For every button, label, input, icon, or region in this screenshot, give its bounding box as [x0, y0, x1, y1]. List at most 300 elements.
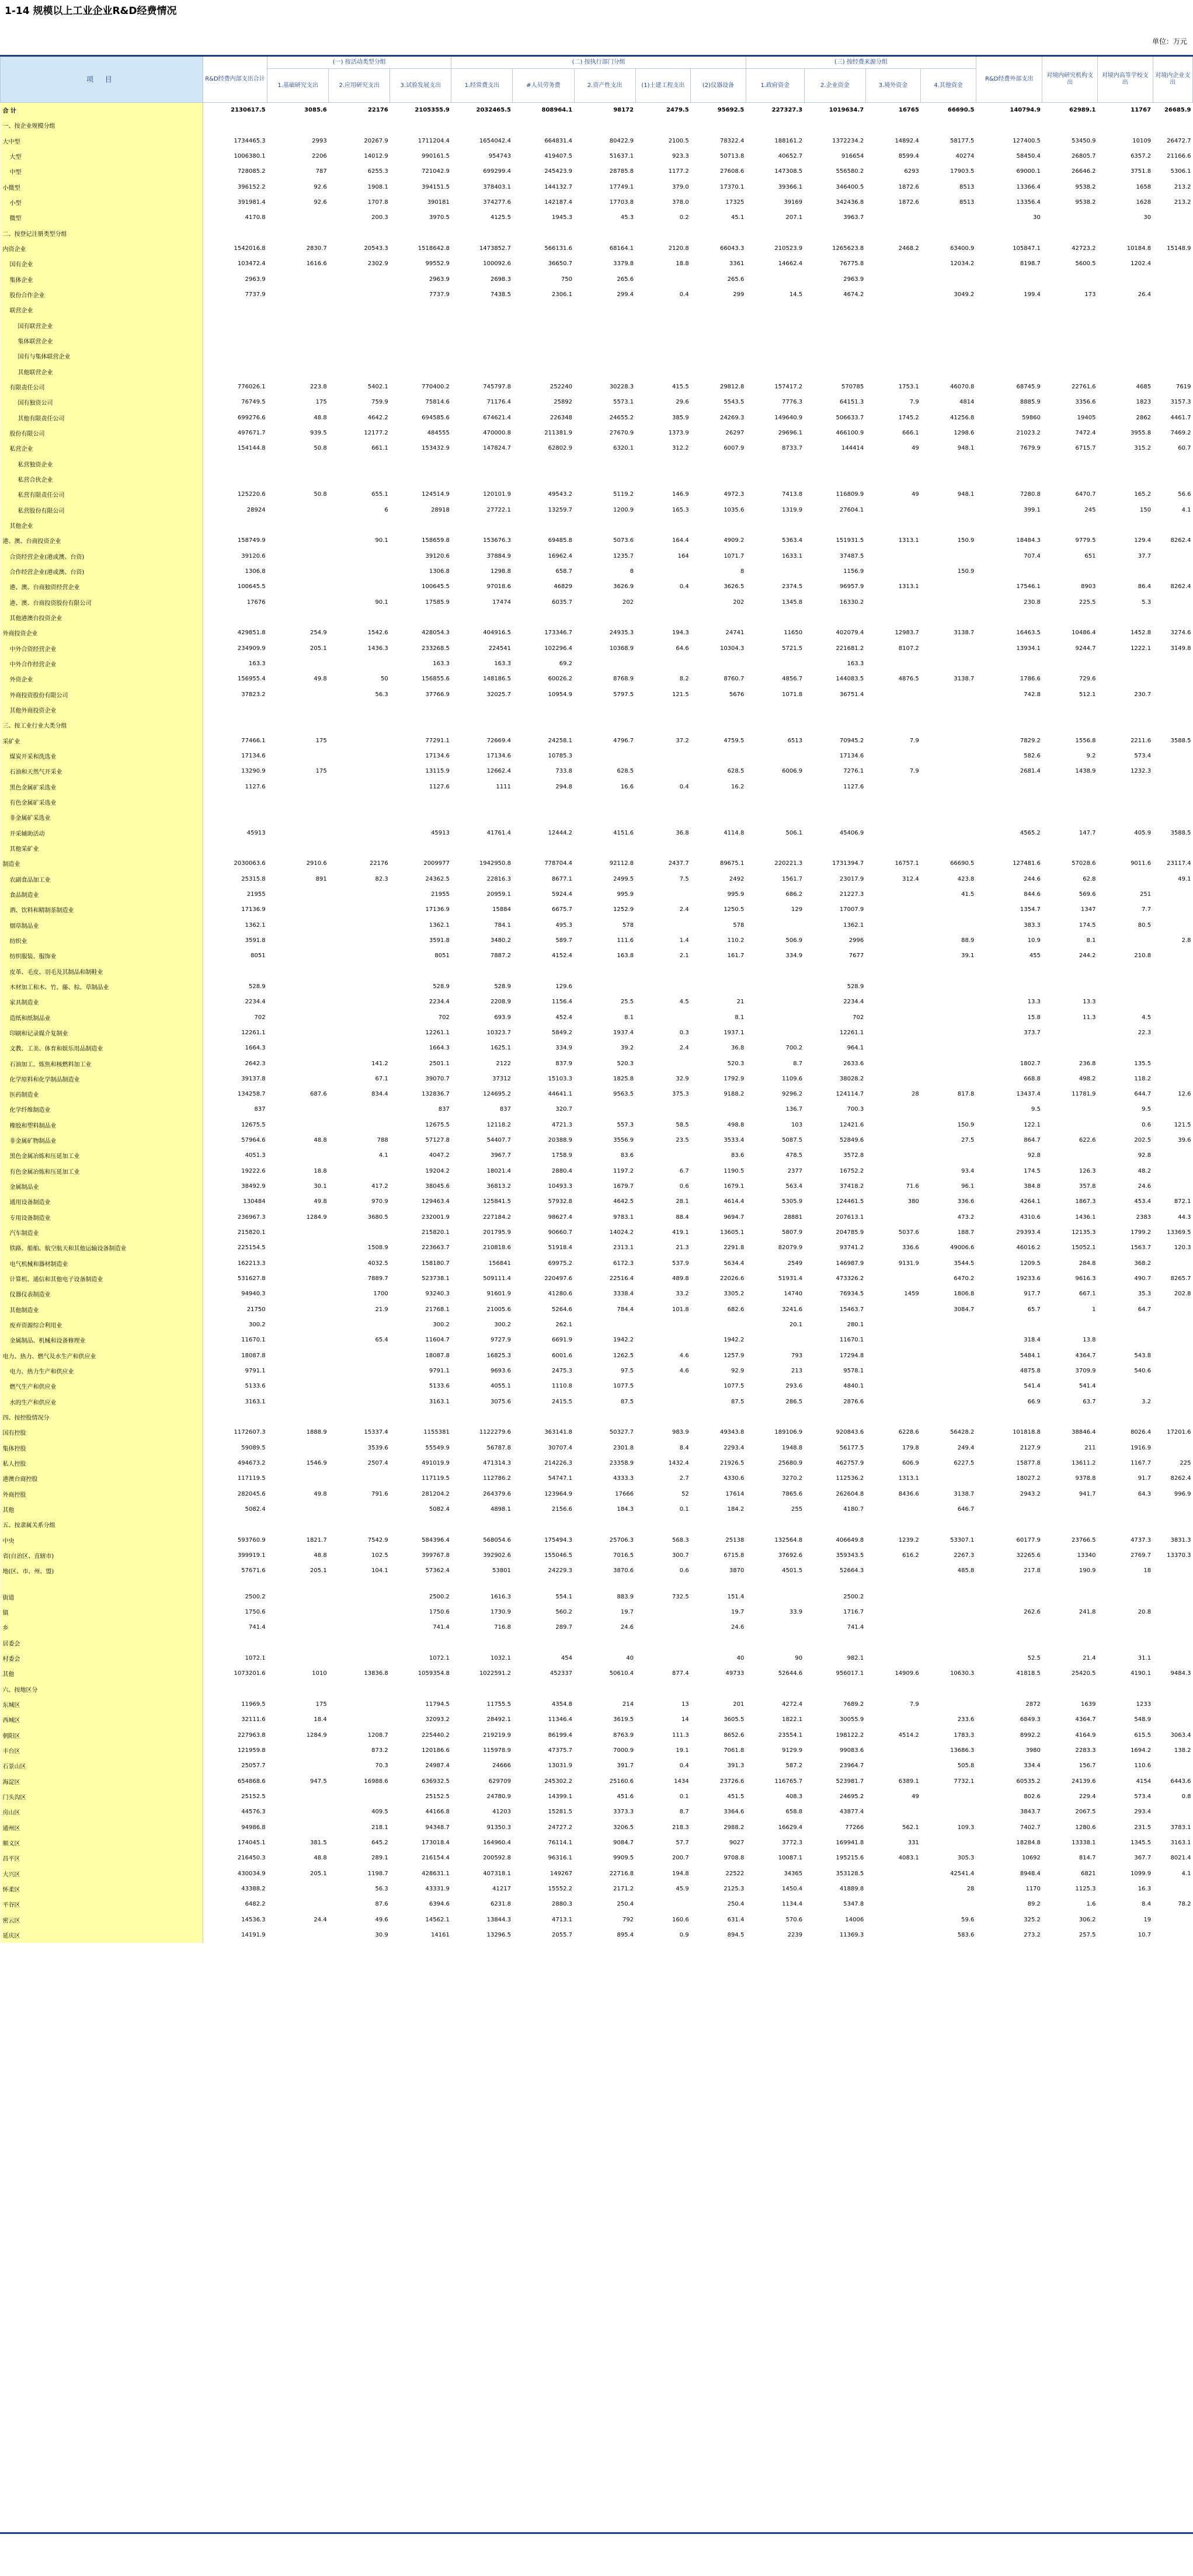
table-cell [865, 1743, 921, 1758]
table-cell: 1783.3 [954, 1732, 975, 1739]
table-cell: 2171.2 [613, 1885, 634, 1892]
table-cell: 391.3 [727, 1762, 745, 1770]
table-cell: 702 [254, 1014, 266, 1021]
table-cell [267, 702, 329, 717]
table-cell [865, 794, 921, 809]
table-cell [1153, 1579, 1192, 1589]
table-cell: 155046.5 [544, 1552, 573, 1559]
table-cell: 48.8 [314, 414, 327, 421]
table-cell: 2500.2 [245, 1593, 266, 1600]
table-cell: 88.9 [961, 937, 975, 944]
table-cell [691, 964, 746, 979]
table-cell: 4152.4 [552, 952, 573, 960]
table-cell [865, 1501, 921, 1517]
table-cell: 8.7 [679, 1809, 689, 1816]
table-cell: 32111.6 [241, 1716, 266, 1723]
table-cell: 28924 [246, 506, 266, 513]
table-cell: 110.2 [727, 937, 745, 944]
table-cell: 60.7 [1178, 445, 1191, 452]
table-cell: 990161.5 [422, 153, 450, 160]
table-cell: 244.2 [1079, 952, 1096, 960]
table-cell [1042, 718, 1098, 733]
table-cell: 10184.8 [1126, 245, 1152, 252]
table-row [1, 287, 1193, 302]
table-cell: 125220.6 [237, 491, 266, 498]
table-cell: 7619 [1176, 384, 1191, 391]
table-row [1, 964, 1193, 979]
table-cell: 76749.5 [241, 399, 266, 406]
table-cell: 655.1 [371, 491, 388, 498]
table-cell: 1345.5 [1131, 1839, 1152, 1846]
table-cell: 102.5 [371, 1552, 388, 1559]
table-row [1, 825, 1193, 840]
table-cell [1097, 1379, 1153, 1394]
table-cell [691, 333, 746, 348]
table-cell: 66690.5 [950, 860, 975, 867]
table-cell: 39137.8 [241, 1075, 266, 1082]
table-cell [976, 840, 1042, 856]
table-cell: 69485.8 [548, 537, 573, 544]
table-cell [865, 1927, 921, 1942]
table-cell [865, 1620, 921, 1635]
row-label: 国有独资公司 [1, 395, 203, 410]
table-cell: 1077.5 [724, 1383, 745, 1390]
table-cell: 367.7 [1134, 1855, 1152, 1862]
table-cell [203, 225, 267, 241]
table-cell [1097, 1333, 1153, 1348]
table-cell [691, 349, 746, 364]
table-cell: 6.7 [679, 1167, 689, 1174]
table-cell: 39.2 [620, 1045, 634, 1052]
table-cell [451, 118, 513, 133]
table-cell: 1072.1 [429, 1654, 450, 1661]
table-cell: 5797.5 [613, 691, 634, 698]
table-cell [921, 656, 976, 671]
table-cell: 3680.5 [367, 1214, 388, 1221]
table-cell: 26472.7 [1167, 137, 1191, 144]
table-cell: 64.7 [1138, 1306, 1152, 1313]
table-cell: 216154.4 [422, 1855, 450, 1862]
table-cell [513, 702, 574, 717]
table-cell: 399767.8 [422, 1552, 450, 1559]
table-cell [267, 718, 329, 733]
table-cell [1097, 672, 1153, 687]
table-cell: 8262.4 [1170, 1475, 1191, 1482]
table-cell: 50713.8 [719, 153, 745, 160]
table-cell [1042, 1501, 1098, 1517]
table-cell [921, 1635, 976, 1650]
table-cell [1153, 1563, 1192, 1579]
table-cell: 3955.8 [1131, 430, 1152, 437]
table-cell [1042, 1635, 1098, 1650]
row-label: 其他 [1, 1501, 203, 1517]
table-cell: 17136.9 [241, 906, 266, 913]
table-cell: 9188.2 [724, 1091, 745, 1098]
table-cell: 1730.9 [490, 1608, 511, 1615]
table-cell: 112536.2 [836, 1475, 864, 1482]
row-label: 木材加工和木、竹、藤、棕、草制品业 [1, 979, 203, 994]
table-row [1, 1620, 1193, 1635]
table-cell [691, 517, 746, 533]
header-ext-research: 对境内研究机构支出 [1042, 56, 1098, 103]
table-cell: 129.4 [1134, 537, 1152, 544]
table-cell: 175 [315, 737, 327, 744]
table-cell [1153, 318, 1192, 333]
row-label: 其他 [1, 1666, 203, 1681]
table-cell: 1658 [1136, 183, 1152, 190]
table-cell: 120186.6 [422, 1747, 450, 1754]
table-cell: 0.4 [679, 583, 689, 590]
table-cell: 174.5 [1079, 922, 1096, 929]
table-cell [267, 1102, 329, 1117]
table-cell [691, 840, 746, 856]
table-cell [635, 1317, 691, 1332]
table-cell: 5073.6 [613, 537, 634, 544]
table-cell [267, 225, 329, 241]
table-cell: 484555 [427, 430, 450, 437]
table-cell: 57362.4 [425, 1567, 450, 1574]
table-cell: 667.1 [1079, 1291, 1096, 1298]
table-cell [1153, 1348, 1192, 1363]
table-cell: 37487.5 [839, 552, 864, 559]
table-cell [804, 225, 865, 241]
page-title: 1-14 规模以上工业企业R&D经费情况 [5, 5, 177, 17]
table-cell: 3709.9 [1075, 1368, 1096, 1375]
table-cell: 3338.4 [613, 1291, 634, 1298]
table-cell: 300.7 [672, 1552, 689, 1559]
table-cell: 23.5 [676, 1137, 689, 1144]
table-cell: 24258.1 [548, 737, 573, 744]
row-label: 金属制品业 [1, 1179, 203, 1194]
table-cell [746, 564, 804, 579]
table-cell: 174045.1 [237, 1839, 266, 1846]
row-label: 燃气生产和供应业 [1, 1379, 203, 1394]
table-cell [804, 718, 865, 733]
table-cell: 1436.3 [367, 645, 388, 652]
table-cell: 3138.7 [954, 1490, 975, 1497]
table-cell: 3831.3 [1170, 1536, 1191, 1543]
table-cell: 10486.4 [1072, 630, 1096, 637]
table-cell [635, 917, 691, 933]
table-cell [1153, 1589, 1192, 1604]
table-cell: 494673.2 [237, 1460, 266, 1467]
table-cell [804, 1517, 865, 1532]
table-cell: 88.4 [676, 1214, 689, 1221]
table-cell [1153, 687, 1192, 702]
table-cell [865, 1712, 921, 1727]
table-cell [921, 303, 976, 318]
table-cell: 661.1 [371, 445, 388, 452]
table-cell [865, 1363, 921, 1378]
table-cell: 3480.2 [490, 937, 511, 944]
table-cell [865, 810, 921, 825]
table-row [1, 917, 1193, 933]
table-cell: 214226.3 [544, 1460, 573, 1467]
table-cell: 3063.4 [1170, 1732, 1191, 1739]
table-cell [1153, 979, 1192, 994]
table-cell: 19204.2 [425, 1167, 450, 1174]
table-cell [267, 303, 329, 318]
table-cell [329, 333, 390, 348]
table-cell: 1202.4 [1131, 260, 1152, 267]
table-cell: 199.4 [1024, 291, 1041, 298]
table-cell: 57964.6 [241, 1137, 266, 1144]
header-group-execute: (二) 按执行部门分组 [451, 56, 746, 69]
row-label: 仪器仪表制造业 [1, 1287, 203, 1302]
table-cell: 90660.7 [548, 1229, 573, 1236]
table-cell: 3085.6 [304, 107, 327, 114]
table-cell: 236967.3 [237, 1214, 266, 1221]
table-cell: 1916.9 [1131, 1444, 1152, 1451]
table-cell [976, 1317, 1042, 1332]
table-cell: 41280.6 [548, 1291, 573, 1298]
table-cell: 1167.7 [1131, 1460, 1152, 1467]
table-cell: 4180.7 [843, 1506, 864, 1513]
table-cell [1097, 471, 1153, 486]
table-cell: 13369.5 [1167, 1229, 1191, 1236]
table-cell: 1942.2 [613, 1337, 634, 1344]
table-cell [267, 810, 329, 825]
table-cell: 98627.4 [548, 1214, 573, 1221]
table-cell: 111.6 [617, 937, 634, 944]
table-cell: 9084.7 [613, 1839, 634, 1846]
table-cell: 1208.7 [367, 1732, 388, 1739]
table-cell: 13844.3 [486, 1916, 511, 1923]
table-cell: 254.9 [310, 630, 327, 637]
table-cell: 406649.8 [836, 1536, 864, 1543]
table-cell: 4051.3 [245, 1152, 266, 1159]
table-cell: 68745.9 [1016, 384, 1041, 391]
table-cell [1042, 210, 1098, 225]
table-cell: 173 [1084, 291, 1096, 298]
table-cell: 1170 [1025, 1885, 1041, 1892]
table-cell: 466100.9 [836, 430, 864, 437]
table-row [1, 1317, 1193, 1332]
table-cell: 658.7 [555, 568, 573, 575]
table-row [1, 733, 1193, 748]
table-cell: 294.8 [555, 783, 573, 790]
table-cell: 144132.7 [544, 183, 573, 190]
table-cell [267, 1471, 329, 1486]
table-cell [1042, 318, 1098, 333]
table-cell: 8.1 [624, 1014, 634, 1021]
table-cell [574, 656, 635, 671]
table-cell: 3149.8 [1170, 645, 1191, 652]
table-cell: 1734465.3 [234, 137, 266, 144]
table-cell: 616.2 [902, 1552, 919, 1559]
table-cell: 7276.1 [843, 768, 864, 775]
row-label: 顺义区 [1, 1835, 203, 1850]
table-cell: 2267.3 [954, 1552, 975, 1559]
table-row [1, 379, 1193, 394]
table-cell: 7865.6 [782, 1490, 803, 1497]
table-cell: 8265.7 [1170, 1275, 1191, 1282]
table-cell: 9.2 [1086, 752, 1096, 759]
table-cell: 175494.3 [544, 1536, 573, 1543]
row-label: 非金属矿物制品业 [1, 1132, 203, 1148]
table-cell: 837 [438, 1106, 450, 1113]
table-cell: 32.9 [676, 1075, 689, 1082]
table-cell: 37.2 [676, 737, 689, 744]
table-cell: 1432.4 [668, 1460, 689, 1467]
table-cell: 2067.5 [1075, 1809, 1096, 1816]
table-cell: 14006 [845, 1916, 864, 1923]
table-cell: 66690.5 [947, 107, 975, 114]
table-cell: 59860 [1022, 414, 1041, 421]
table-cell: 175 [315, 1701, 327, 1708]
table-cell: 384.8 [1024, 1183, 1041, 1190]
table-cell: 98172 [613, 107, 634, 114]
table-cell [574, 1409, 635, 1424]
table-cell [1097, 303, 1153, 318]
table-cell: 964.1 [847, 1045, 864, 1052]
row-label: 其他企业 [1, 517, 203, 533]
table-cell: 17134.6 [486, 752, 511, 759]
table-cell: 92.9 [731, 1368, 745, 1375]
table-cell: 5133.6 [429, 1383, 450, 1390]
table-cell [329, 748, 390, 763]
table-cell [267, 902, 329, 917]
table-cell: 473326.2 [836, 1275, 864, 1282]
table-cell: 419407.5 [544, 153, 573, 160]
table-cell: 4264.1 [1020, 1198, 1041, 1205]
table-cell: 82079.9 [778, 1244, 803, 1252]
table-cell [1097, 1635, 1153, 1650]
table-row [1, 1912, 1193, 1927]
table-cell: 6293 [904, 168, 919, 175]
table-cell: 156955.4 [237, 676, 266, 683]
table-cell [1153, 272, 1192, 287]
table-cell [921, 794, 976, 809]
table-cell: 699299.4 [483, 168, 511, 175]
table-cell: 11.3 [1083, 1014, 1096, 1021]
table-cell: 13290.9 [241, 768, 266, 775]
table-cell: 0.3 [679, 1029, 689, 1036]
table-cell: 146987.9 [836, 1260, 864, 1267]
table-cell: 63400.9 [950, 245, 975, 252]
table-cell [635, 1897, 691, 1912]
table-cell: 6006.9 [782, 768, 803, 775]
table-cell [451, 1579, 513, 1589]
table-cell [976, 471, 1042, 486]
table-cell [267, 1579, 329, 1589]
table-cell [1153, 471, 1192, 486]
table-cell: 194.8 [672, 1870, 689, 1877]
table-cell [921, 687, 976, 702]
table-cell: 37692.6 [778, 1552, 803, 1559]
table-cell [1153, 1604, 1192, 1619]
table-cell [746, 1635, 804, 1650]
table-row [1, 702, 1193, 717]
row-label: 海淀区 [1, 1774, 203, 1789]
table-cell: 2963.9 [429, 276, 450, 283]
table-cell: 2880.3 [552, 1901, 573, 1908]
table-cell [921, 610, 976, 625]
table-cell: 557.3 [617, 1121, 634, 1128]
table-cell [1153, 225, 1192, 241]
table-cell: 374277.6 [483, 199, 511, 206]
table-cell: 606.9 [902, 1460, 919, 1467]
table-cell: 103472.4 [237, 260, 266, 267]
table-cell [635, 702, 691, 717]
table-cell: 4.1 [1181, 1870, 1191, 1877]
table-cell: 4565.2 [1020, 829, 1041, 836]
table-cell: 30.1 [314, 1183, 327, 1190]
table-cell: 628.5 [727, 768, 745, 775]
table-row [1, 1409, 1193, 1424]
table-cell: 1664.3 [245, 1045, 266, 1052]
table-cell: 802.6 [1024, 1793, 1041, 1800]
table-cell: 834.4 [371, 1091, 388, 1098]
table-cell: 99552.9 [425, 260, 450, 267]
table-cell [921, 840, 976, 856]
table-cell [1153, 118, 1192, 133]
table-cell [635, 1102, 691, 1117]
table-cell [865, 1102, 921, 1117]
table-cell: 1250.5 [724, 906, 745, 913]
table-cell: 219219.9 [483, 1732, 511, 1739]
table-cell [865, 517, 921, 533]
table-cell: 687.6 [310, 1091, 327, 1098]
table-cell [976, 456, 1042, 471]
row-label: 通用设备制造业 [1, 1194, 203, 1209]
table-cell: 49 [912, 445, 919, 452]
table-cell: 14562.1 [425, 1916, 450, 1923]
table-cell: 17134.6 [839, 752, 864, 759]
table-cell [513, 225, 574, 241]
table-cell: 13356.4 [1016, 199, 1041, 206]
table-cell [267, 948, 329, 964]
table-cell: 4856.7 [782, 676, 803, 683]
table-cell: 451.5 [727, 1793, 745, 1800]
table-cell [1153, 948, 1192, 964]
table-cell: 759.9 [371, 399, 388, 406]
table-cell: 4125.5 [490, 214, 511, 221]
table-cell: 49 [912, 1793, 919, 1800]
table-cell [1042, 517, 1098, 533]
table-cell: 250.4 [727, 1901, 745, 1908]
table-cell: 770400.2 [422, 384, 450, 391]
table-cell: 32093.2 [425, 1716, 450, 1723]
table-cell: 52.5 [1027, 1654, 1041, 1661]
table-row [1, 441, 1193, 456]
table-cell [513, 303, 574, 318]
table-cell: 163.3 [248, 660, 266, 667]
table-cell: 17370.1 [719, 183, 745, 190]
table-cell: 1156.9 [843, 568, 864, 575]
table-cell: 163.8 [617, 952, 634, 960]
table-cell [635, 318, 691, 333]
table-cell: 93240.3 [425, 1291, 450, 1298]
table-cell: 62.8 [1083, 875, 1096, 882]
table-cell: 587.2 [785, 1762, 803, 1770]
table-cell: 36813.2 [486, 1183, 511, 1190]
table-cell: 883.9 [617, 1593, 634, 1600]
table-cell: 3163.1 [429, 1398, 450, 1405]
table-cell [1153, 1635, 1192, 1650]
table-cell: 1177.2 [668, 168, 689, 175]
table-cell [451, 471, 513, 486]
table-cell [865, 564, 921, 579]
table-cell [329, 979, 390, 994]
table-cell: 11781.9 [1072, 1091, 1096, 1098]
table-cell [1097, 964, 1153, 979]
table-cell: 50610.4 [609, 1670, 634, 1677]
table-cell: 686.2 [785, 891, 803, 898]
table-cell: 13934.1 [1016, 645, 1041, 652]
table-cell [691, 794, 746, 809]
table-cell: 6255.3 [367, 168, 388, 175]
